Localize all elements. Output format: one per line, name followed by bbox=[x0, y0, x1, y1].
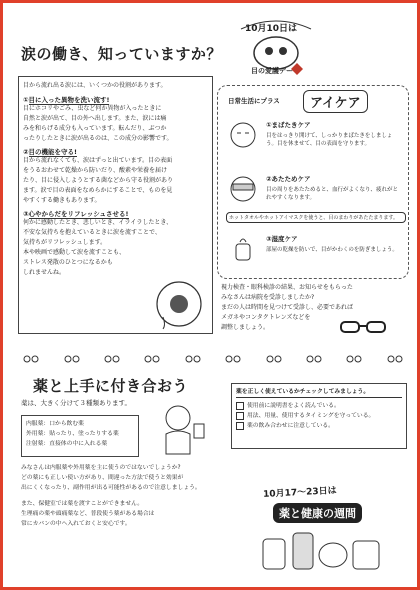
tears-item-3-line5: ストレス発散のひとつになるかも bbox=[23, 259, 113, 266]
tears-item-2 bbox=[23, 147, 208, 206]
vision-note-line5: 調整しましょう。 bbox=[221, 324, 270, 331]
tears-item-2-line1: 目から流れなくても、涙はずっと出ています。目の表面 bbox=[23, 157, 173, 164]
medicine-body-line2: どの薬にも正しい使い方があり、間違った方法で使うと効果が bbox=[21, 475, 184, 481]
tears-item-3-line1: 何かに感動したとき、悲しいとき、イライラしたとき、 bbox=[23, 219, 173, 226]
eye-day-date: 10月10日は bbox=[245, 24, 298, 34]
care3-title: ③湿度ケア bbox=[266, 235, 298, 243]
circle3-icon: ③ bbox=[23, 210, 29, 218]
divider-glasses-icon bbox=[266, 355, 282, 363]
medicine-type-1: 内服薬：口から飲む薬 bbox=[26, 421, 84, 427]
check-item-1-label: 使用前に説明書をよく読んでいる。 bbox=[247, 403, 340, 409]
tears-item-3-line2: 不安な気持ちを抱えているときに涙を流すことで、 bbox=[23, 229, 161, 236]
medicine-types-box bbox=[21, 415, 139, 457]
medicine-type-3: 注射薬：直接体の中に入れる薬 bbox=[26, 441, 108, 447]
tears-item-1-line2: 自然と涙が出て、目の外へ出します。また、涙には痛 bbox=[23, 115, 167, 122]
tears-item-2-line3: たり、目に侵入しようとする菌などから守る役割があり bbox=[23, 177, 174, 184]
checkbox[interactable] bbox=[236, 422, 244, 430]
vision-note-line1: 視力検査・眼科検診の結果、お知らせをもらった bbox=[221, 284, 353, 291]
tears-item-1-line3: みを和らげる成分も入っています。転んだり、ぶつか bbox=[23, 125, 167, 132]
blink-face-icon bbox=[228, 120, 258, 150]
aicare-box bbox=[217, 85, 409, 279]
check-item-2-label: 用法、用量、使用するタイミングを守っている。 bbox=[247, 413, 375, 419]
medicine-body-line5: また、保健室では薬を渡すことができません。 bbox=[21, 501, 144, 507]
medicine-body-line3: 出にくくなったり、副作用が出る可能性があるので注意しましょう。 bbox=[21, 485, 201, 491]
tears-intro: 目から流れ出る涙には、いくつかの役割があります。 bbox=[23, 82, 167, 89]
medicine-characters-illustration bbox=[253, 525, 393, 575]
crying-eye-illustration bbox=[149, 277, 209, 331]
medicine-body bbox=[21, 463, 231, 529]
person-taking-medicine-illustration bbox=[148, 398, 218, 458]
care1-number-icon: ① bbox=[266, 121, 272, 129]
tears-item-2-line4: ます。涙で目の表面をなめらかにすることで、ものを見 bbox=[23, 187, 173, 194]
eye-day-title: 目の愛護デー bbox=[251, 67, 293, 75]
divider-glasses-icon bbox=[346, 355, 362, 363]
tears-item-1-line1: 目にホコリやごみ、虫など何か異物が入ったときに bbox=[23, 105, 162, 112]
aicare-header-small: 日常生活にプラス bbox=[228, 97, 280, 105]
care2-body: 目の周りをあたためると、血行がよくなり、疲れがとれやすくなります。 bbox=[266, 187, 399, 201]
tears-item-2-line5: やすくする働きもあります。 bbox=[23, 197, 101, 204]
check-item-1 bbox=[236, 401, 402, 411]
care3-body: 部屋の乾燥を防いで、目がかわくのを防ぎましょう。 bbox=[266, 247, 398, 253]
glasses-icon bbox=[339, 318, 387, 336]
tears-item-3 bbox=[23, 209, 208, 278]
care2-title: ②あたためケア bbox=[266, 175, 311, 183]
tears-item-3-line6: しれませんね。 bbox=[23, 269, 66, 276]
medicine-body-line6: 生理痛の薬や頭痛薬など、普段使う薬がある場合は bbox=[21, 511, 155, 517]
check-item-2 bbox=[236, 411, 402, 421]
tears-item-2-heading: 目の機能を守る! bbox=[28, 148, 77, 156]
section2-title: 薬と上手に付き合おう bbox=[33, 377, 189, 395]
divider-glasses-icon bbox=[306, 355, 322, 363]
checkbox[interactable] bbox=[236, 402, 244, 410]
divider-glasses-icon bbox=[104, 355, 120, 363]
divider-glasses-icon bbox=[185, 355, 201, 363]
tears-item-3-line4: 本や映画で感動して涙を流すことも、 bbox=[23, 249, 126, 256]
checklist-title: 薬を正しく使えているかチェックしてみましょう。 bbox=[236, 387, 402, 398]
divider-glasses-icon bbox=[387, 355, 403, 363]
tears-item-1-heading: 目に入った異物を洗い流す! bbox=[28, 96, 110, 104]
medicine-week-name: 薬と健康の週間 bbox=[273, 503, 362, 523]
care1-title: ①まばたきケア bbox=[266, 121, 311, 129]
checkbox[interactable] bbox=[236, 412, 244, 420]
glasses-divider bbox=[11, 355, 415, 367]
medicine-body-line1: みなさんは内服薬や外用薬を主に使うのではないでしょうか? bbox=[21, 465, 181, 471]
warm-towel-face-icon bbox=[228, 174, 258, 204]
section1-title: 涙の働き、知っていますか？ bbox=[21, 45, 222, 63]
circle1-icon: ① bbox=[23, 96, 29, 104]
divider-glasses-icon bbox=[23, 355, 39, 363]
tears-item-2-line2: をうるおわせて乾燥から防いだり、酸素や栄養を届け bbox=[23, 167, 168, 174]
warm-note: ホットタオルやホットアイマスクを使うと、目のまわりがあたたまります。 bbox=[226, 212, 406, 223]
medicine-body-line7: 常にカバンの中へ入れておくと安心です。 bbox=[21, 521, 131, 527]
divider-glasses-icon bbox=[144, 355, 160, 363]
humidifier-icon bbox=[228, 234, 258, 264]
care3-number-icon: ③ bbox=[266, 235, 272, 243]
care1-body: 目をはっきり開けて、しっかりまばたきをしましょう。目を休ませて、目の表面を守ります。 bbox=[266, 133, 393, 147]
checklist-box bbox=[231, 383, 407, 449]
tears-box bbox=[18, 76, 213, 334]
tears-item-1-line4: ったりしたときに涙が出るのは、この成分の影響です。 bbox=[23, 135, 173, 142]
vision-note-line4: メガネやコンタクトレンズなどを bbox=[221, 314, 311, 321]
medicine-type-2: 外用薬：貼ったり、塗ったりする薬 bbox=[26, 431, 119, 437]
circle2-icon: ② bbox=[23, 148, 29, 156]
medicine-week-banner bbox=[243, 473, 403, 581]
divider-glasses-icon bbox=[225, 355, 241, 363]
tears-item-3-heading: 心やからだをリフレッシュさせる! bbox=[28, 210, 129, 218]
vision-note-line2: みなさんは病院を受診しましたか? bbox=[221, 294, 315, 301]
vision-note-line3: まだの人は時間を見つけて受診し、必要であれば bbox=[221, 304, 354, 311]
care2-number-icon: ② bbox=[266, 175, 272, 183]
aicare-header-big: アイケア bbox=[303, 90, 368, 113]
tears-item-3-line3: 気持ちがリフレッシュします。 bbox=[23, 239, 107, 246]
tears-item-1 bbox=[23, 95, 208, 144]
check-item-3-label: 薬の飲み合わせに注意している。 bbox=[247, 423, 334, 429]
section2-intro: 薬は、大きく分けて３種類あります。 bbox=[21, 399, 131, 407]
medicine-week-dates: 10月17〜23日は bbox=[262, 486, 337, 500]
divider-glasses-icon bbox=[64, 355, 80, 363]
check-item-3 bbox=[236, 421, 402, 431]
eye-day-banner bbox=[221, 11, 331, 77]
